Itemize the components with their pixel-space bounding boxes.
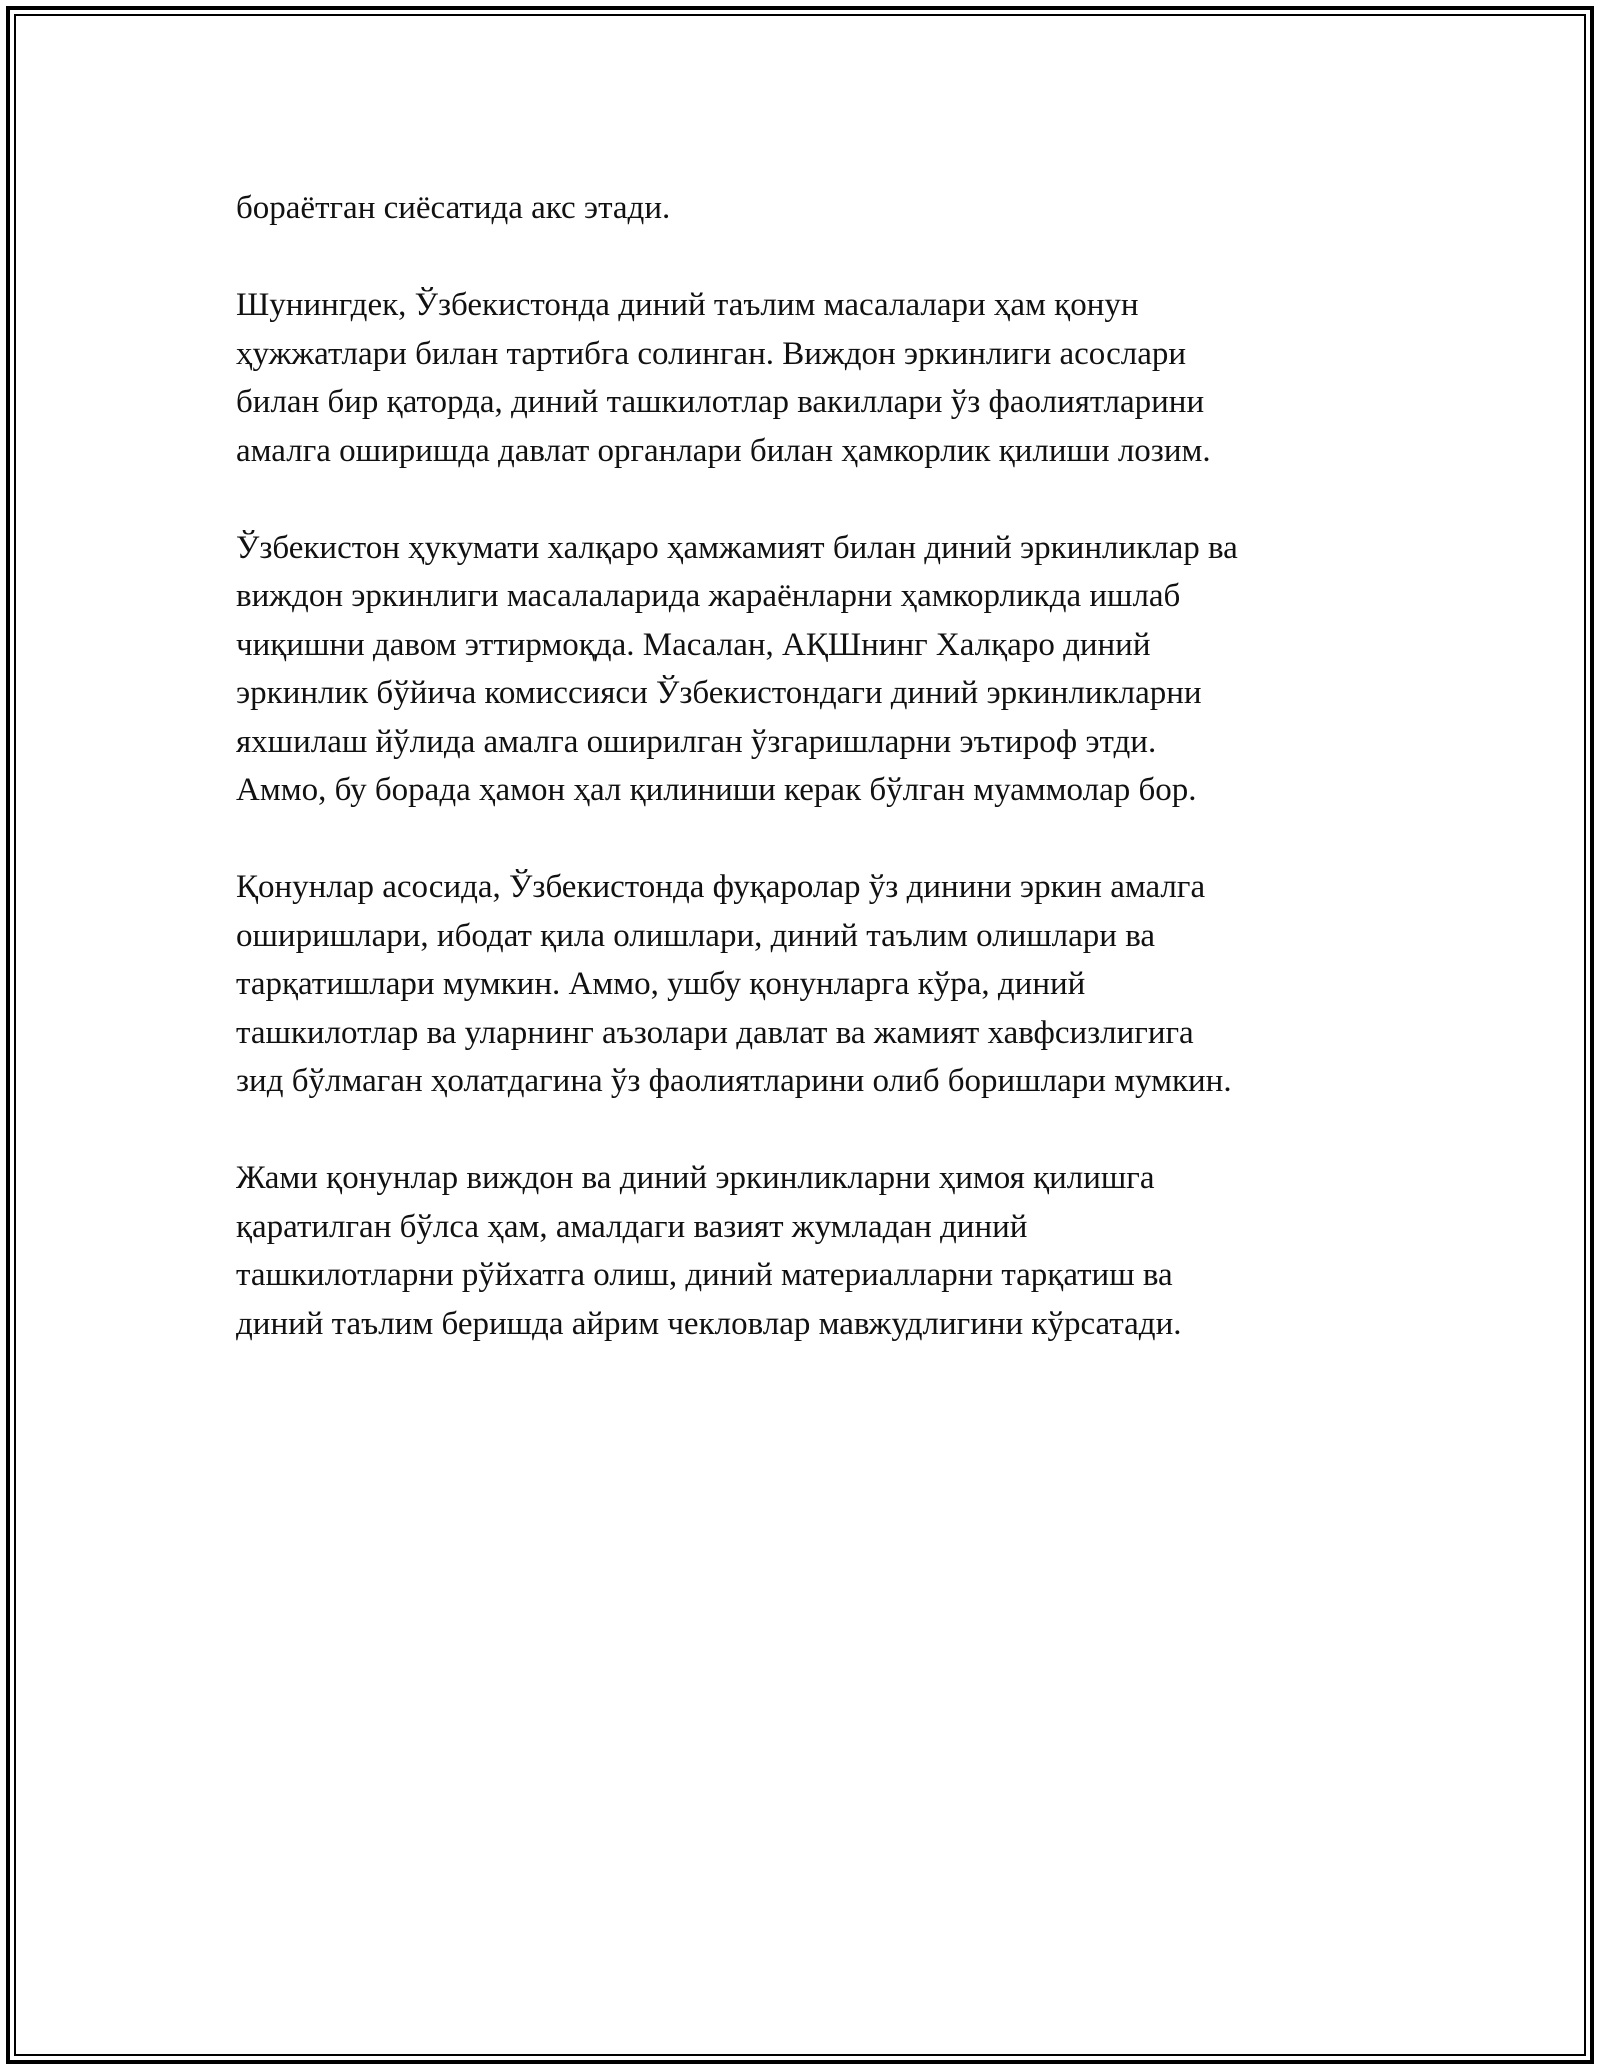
paragraph-1 — [236, 184, 1376, 233]
text-line: тарқатишлари мумкин. Аммо, ушбу қонунларга кўра, диний — [236, 966, 1086, 1002]
text-line: Жами қонунлар виждон ва диний эркинликларни ҳимоя қилишга — [236, 1160, 1155, 1196]
text-line: Шунингдек, Ўзбекистонда диний таълим масалалари ҳам қонун — [236, 287, 1139, 323]
paragraph-3 — [236, 524, 1376, 815]
paragraph-5 — [236, 1154, 1376, 1348]
paragraph-4 — [236, 863, 1376, 1106]
text-line: Қонунлар асосида, Ўзбекистонда фуқаролар ўз динини эркин амалга — [236, 869, 1206, 905]
text-line: қаратилган бўлса ҳам, амалдаги вазият жумладан диний — [236, 1208, 1028, 1245]
text-line: оширишлари, ибодат қила олишлари, диний таълим олишлари ва — [236, 917, 1156, 954]
text-line: чиқишни давом эттирмоқда. Масалан, АҚШнинг Халқаро диний — [236, 626, 1151, 663]
text-line: ташкилотлар ва уларнинг аъзолари давлат ва жамият хавфсизлигига — [236, 1014, 1194, 1051]
text-line: бораётган сиёсатида акс этади. — [236, 190, 671, 226]
text-line: билан бир қаторда, диний ташкилотлар вакиллари ўз фаолиятларини — [236, 384, 1205, 420]
text-line: виждон эркинлиги масалаларида жараёнларни ҳамкорликда ишлаб — [236, 578, 1181, 614]
text-line: амалга оширишда давлат органлари билан ҳамкорлик қилиши лозим. — [236, 432, 1211, 469]
paragraph-2 — [236, 281, 1376, 475]
text-line: ҳужжатлари билан тартибга солинган. Виждон эркинлиги асослари — [236, 335, 1187, 372]
text-line: Аммо, бу борада ҳамон ҳал қилиниши керак бўлган муаммолар бор. — [236, 772, 1197, 808]
text-line: ташкилотларни рўйхатга олиш, диний материалларни тарқатиш ва — [236, 1257, 1173, 1293]
text-line: яхшилаш йўлида амалга оширилган ўзгаришларни эътироф этди. — [236, 723, 1157, 760]
text-line: Ўзбекистон ҳукумати халқаро ҳамжамият билан диний эркинликлар ва — [236, 529, 1238, 566]
text-line: эркинлик бўйича комиссияси Ўзбекистондаги диний эркинликларни — [236, 675, 1202, 711]
document-body — [236, 184, 1376, 1397]
text-line: зид бўлмаган ҳолатдагина ўз фаолиятларини олиб боришлари мумкин. — [236, 1063, 1232, 1099]
text-line: диний таълим беришда айрим чекловлар мавжудлигини кўрсатади. — [236, 1305, 1182, 1342]
